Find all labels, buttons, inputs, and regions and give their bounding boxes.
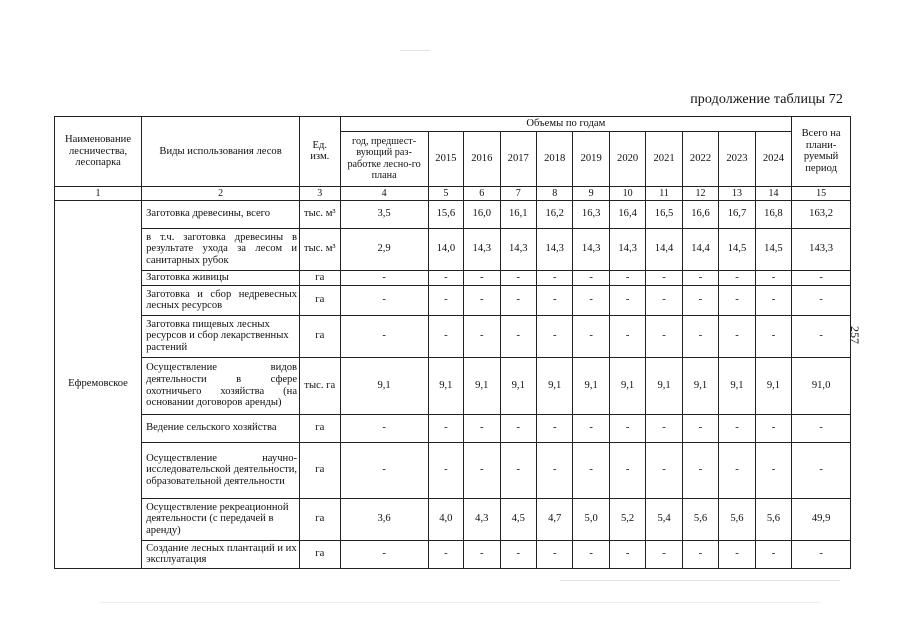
forestry-name-cell: Ефремовское — [55, 200, 142, 568]
header-forestry: Наименование лесничества, лесопарка — [55, 117, 142, 187]
total-cell: - — [792, 285, 851, 315]
column-number: 3 — [300, 186, 341, 200]
value-cell: - — [464, 315, 500, 357]
header-year: 2017 — [500, 131, 536, 186]
value-cell: 14,4 — [682, 228, 718, 270]
value-cell: 5,6 — [755, 498, 792, 540]
prev-year-cell: - — [340, 315, 428, 357]
value-cell: 5,6 — [719, 498, 755, 540]
value-cell: - — [573, 315, 609, 357]
header-use-type: Виды использования лесов — [142, 117, 300, 187]
value-cell: 14,5 — [719, 228, 755, 270]
unit-cell: тыс. м³ — [300, 200, 341, 228]
value-cell: - — [500, 540, 536, 568]
value-cell: - — [646, 315, 682, 357]
scan-noise — [100, 602, 820, 603]
value-cell: - — [464, 270, 500, 285]
value-cell: 16,2 — [536, 200, 572, 228]
value-cell: - — [464, 442, 500, 498]
header-year: 2015 — [428, 131, 463, 186]
value-cell: - — [646, 414, 682, 442]
prev-year-cell: - — [340, 540, 428, 568]
value-cell: - — [464, 285, 500, 315]
unit-cell: тыс. м³ — [300, 228, 341, 270]
column-number: 9 — [573, 186, 609, 200]
value-cell: - — [573, 414, 609, 442]
value-cell: - — [719, 442, 755, 498]
value-cell: - — [719, 540, 755, 568]
table-row — [55, 228, 851, 270]
scan-noise — [560, 580, 840, 581]
header-unit: Ед. изм. — [300, 117, 341, 187]
value-cell: - — [428, 540, 463, 568]
value-cell: 14,3 — [536, 228, 572, 270]
use-type-cell: Заготовка живицы — [142, 270, 300, 285]
prev-year-cell: 3,6 — [340, 498, 428, 540]
value-cell: 14,4 — [646, 228, 682, 270]
header-year: 2022 — [682, 131, 718, 186]
total-cell: 143,3 — [792, 228, 851, 270]
column-number: 8 — [536, 186, 572, 200]
table-row — [55, 285, 851, 315]
unit-cell: тыс. га — [300, 357, 341, 414]
value-cell: - — [500, 285, 536, 315]
value-cell: 9,1 — [609, 357, 645, 414]
total-cell: 91,0 — [792, 357, 851, 414]
unit-cell: га — [300, 414, 341, 442]
column-number: 12 — [682, 186, 718, 200]
table-row — [55, 540, 851, 568]
table-row — [55, 498, 851, 540]
value-cell: - — [536, 285, 572, 315]
value-cell: 9,1 — [755, 357, 792, 414]
value-cell: 14,3 — [609, 228, 645, 270]
value-cell: - — [755, 414, 792, 442]
column-number: 4 — [340, 186, 428, 200]
use-type-cell: в т.ч. заготовка древесины в результате ухода за лесом и санитарных рубок — [142, 228, 300, 270]
prev-year-cell: - — [340, 442, 428, 498]
total-cell: - — [792, 414, 851, 442]
prev-year-cell: - — [340, 285, 428, 315]
value-cell: - — [755, 442, 792, 498]
value-cell: - — [536, 315, 572, 357]
value-cell: 14,0 — [428, 228, 463, 270]
value-cell: 9,1 — [682, 357, 718, 414]
table-caption: продолжение таблицы 72 — [690, 92, 843, 107]
value-cell: - — [536, 414, 572, 442]
column-number: 13 — [719, 186, 755, 200]
total-cell: 49,9 — [792, 498, 851, 540]
value-cell: 15,6 — [428, 200, 463, 228]
prev-year-cell: 3,5 — [340, 200, 428, 228]
value-cell: - — [500, 414, 536, 442]
header-total: Всего на плани-руемый период — [792, 117, 851, 187]
value-cell: - — [609, 442, 645, 498]
value-cell: - — [573, 442, 609, 498]
table-row — [55, 442, 851, 498]
value-cell: 9,1 — [428, 357, 463, 414]
value-cell: - — [719, 270, 755, 285]
header-year: 2019 — [573, 131, 609, 186]
value-cell: 4,5 — [500, 498, 536, 540]
unit-cell: га — [300, 270, 341, 285]
value-cell: - — [609, 270, 645, 285]
scan-noise — [400, 50, 430, 51]
value-cell: - — [573, 540, 609, 568]
value-cell: - — [719, 414, 755, 442]
header-year: 2024 — [755, 131, 792, 186]
value-cell: 16,1 — [500, 200, 536, 228]
value-cell: - — [609, 414, 645, 442]
value-cell: 4,7 — [536, 498, 572, 540]
table-row — [55, 270, 851, 285]
table-row — [55, 200, 851, 228]
value-cell: - — [682, 270, 718, 285]
value-cell: 16,8 — [755, 200, 792, 228]
value-cell: - — [682, 315, 718, 357]
value-cell: 5,6 — [682, 498, 718, 540]
value-cell: 16,3 — [573, 200, 609, 228]
header-year: 2021 — [646, 131, 682, 186]
value-cell: - — [428, 315, 463, 357]
table-row — [55, 357, 851, 414]
forest-use-volumes-table — [54, 116, 851, 569]
header-year: 2016 — [464, 131, 500, 186]
header-year: 2018 — [536, 131, 572, 186]
value-cell: - — [536, 540, 572, 568]
value-cell: - — [609, 285, 645, 315]
table-row — [55, 414, 851, 442]
value-cell: 5,0 — [573, 498, 609, 540]
prev-year-cell: 2,9 — [340, 228, 428, 270]
prev-year-cell: - — [340, 414, 428, 442]
value-cell: - — [719, 315, 755, 357]
use-type-cell: Ведение сельского хозяйства — [142, 414, 300, 442]
total-cell: - — [792, 442, 851, 498]
value-cell: 4,0 — [428, 498, 463, 540]
use-type-cell: Осуществление научно-исследовательской деятельности, образовательной деятельности — [142, 442, 300, 498]
value-cell: - — [646, 285, 682, 315]
value-cell: - — [755, 540, 792, 568]
prev-year-cell: - — [340, 270, 428, 285]
value-cell: 14,3 — [573, 228, 609, 270]
value-cell: - — [755, 285, 792, 315]
header-year: 2020 — [609, 131, 645, 186]
value-cell: - — [464, 540, 500, 568]
value-cell: - — [609, 540, 645, 568]
value-cell: - — [428, 442, 463, 498]
column-number: 11 — [646, 186, 682, 200]
value-cell: - — [682, 285, 718, 315]
use-type-cell: Заготовка пищевых лесных ресурсов и сбор лекарственных растений — [142, 315, 300, 357]
value-cell: 9,1 — [464, 357, 500, 414]
column-number: 5 — [428, 186, 463, 200]
value-cell: - — [682, 414, 718, 442]
value-cell: - — [755, 315, 792, 357]
value-cell: 9,1 — [573, 357, 609, 414]
value-cell: 14,3 — [464, 228, 500, 270]
column-number: 14 — [755, 186, 792, 200]
unit-cell: га — [300, 442, 341, 498]
unit-cell: га — [300, 315, 341, 357]
value-cell: - — [500, 442, 536, 498]
value-cell: 16,0 — [464, 200, 500, 228]
value-cell: 9,1 — [500, 357, 536, 414]
value-cell: 5,4 — [646, 498, 682, 540]
prev-year-cell: 9,1 — [340, 357, 428, 414]
total-cell: - — [792, 315, 851, 357]
use-type-cell: Создание лесных плантаций и их эксплуатация — [142, 540, 300, 568]
value-cell: - — [428, 285, 463, 315]
header-prev-year: год, предшест-вующий раз-работке лесно-го плана — [340, 131, 428, 186]
total-cell: - — [792, 270, 851, 285]
value-cell: - — [682, 540, 718, 568]
value-cell: 14,5 — [755, 228, 792, 270]
value-cell: - — [755, 270, 792, 285]
use-type-cell: Осуществление рекреационной деятельности (с передачей в аренду) — [142, 498, 300, 540]
total-cell: 163,2 — [792, 200, 851, 228]
value-cell: - — [646, 270, 682, 285]
value-cell: 5,2 — [609, 498, 645, 540]
value-cell: - — [536, 442, 572, 498]
value-cell: - — [719, 285, 755, 315]
column-number: 15 — [792, 186, 851, 200]
use-type-cell: Заготовка древесины, всего — [142, 200, 300, 228]
value-cell: - — [646, 442, 682, 498]
value-cell: 16,6 — [682, 200, 718, 228]
page-number: 257 — [848, 326, 862, 344]
column-numbers-row — [55, 186, 851, 200]
value-cell: - — [464, 414, 500, 442]
table-row — [55, 315, 851, 357]
value-cell: 16,7 — [719, 200, 755, 228]
header-year: 2023 — [719, 131, 755, 186]
column-number: 2 — [142, 186, 300, 200]
unit-cell: га — [300, 498, 341, 540]
value-cell: - — [428, 414, 463, 442]
total-cell: - — [792, 540, 851, 568]
value-cell: - — [428, 270, 463, 285]
value-cell: - — [536, 270, 572, 285]
value-cell: - — [573, 285, 609, 315]
value-cell: 14,3 — [500, 228, 536, 270]
value-cell: - — [500, 270, 536, 285]
value-cell: - — [609, 315, 645, 357]
value-cell: 16,5 — [646, 200, 682, 228]
use-type-cell: Осуществление видов деятельности в сфере охотничьего хозяйства (на основании договоров аренды) — [142, 357, 300, 414]
column-number: 1 — [55, 186, 142, 200]
value-cell: 9,1 — [646, 357, 682, 414]
value-cell: 4,3 — [464, 498, 500, 540]
column-number: 6 — [464, 186, 500, 200]
value-cell: - — [500, 315, 536, 357]
column-number: 10 — [609, 186, 645, 200]
header-volumes-by-year: Объемы по годам — [340, 117, 792, 132]
value-cell: - — [682, 442, 718, 498]
value-cell: 9,1 — [536, 357, 572, 414]
value-cell: 16,4 — [609, 200, 645, 228]
unit-cell: га — [300, 540, 341, 568]
column-number: 7 — [500, 186, 536, 200]
value-cell: - — [573, 270, 609, 285]
value-cell: - — [646, 540, 682, 568]
use-type-cell: Заготовка и сбор недревесных лесных ресурсов — [142, 285, 300, 315]
value-cell: 9,1 — [719, 357, 755, 414]
unit-cell: га — [300, 285, 341, 315]
